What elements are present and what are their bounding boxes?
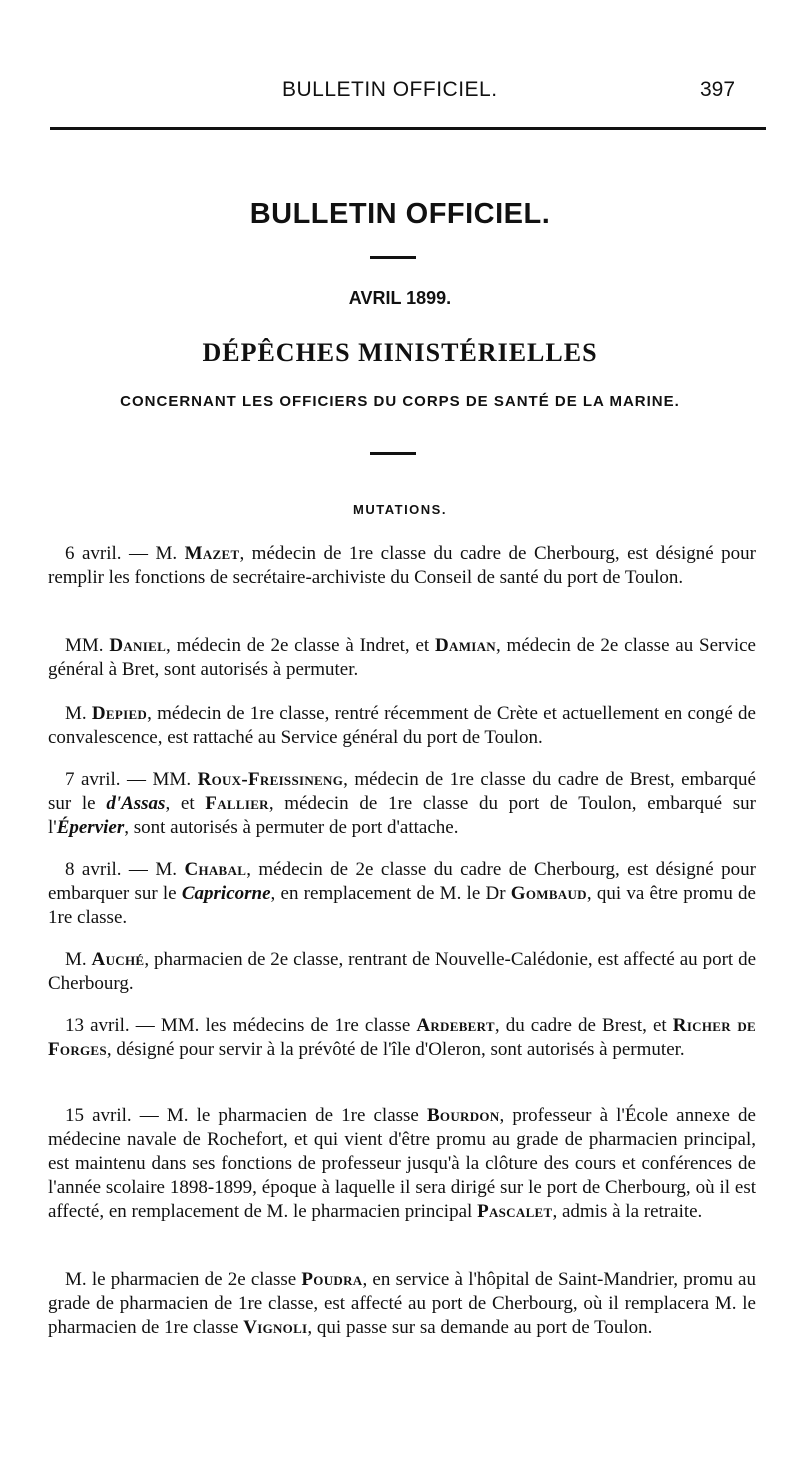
section-divider (370, 452, 416, 455)
section-subtitle: CONCERNANT LES OFFICIERS DU CORPS DE SANTÉ DE LA MARINE. (120, 393, 680, 410)
paragraph-text: , qui va être promu de 1re classe. (48, 883, 756, 928)
paragraph-text: , médecin de 2e classe à Indret, et (166, 635, 435, 656)
paragraph-text: 8 avril. — M. (65, 859, 185, 880)
person-name: Fallier (205, 793, 269, 814)
paragraph (48, 858, 756, 930)
paragraph-text: , en remplacement de M. le Dr (270, 883, 511, 904)
title-divider (370, 256, 416, 259)
paragraph (48, 634, 756, 682)
section-title: DÉPÊCHES MINISTÉRIELLES (202, 338, 598, 367)
person-name: Pascalet (477, 1201, 553, 1222)
ship-name: d'Assas (106, 793, 166, 814)
person-name: Bourdon (426, 1105, 500, 1126)
paragraph-text: , admis à la retraite. (552, 1201, 703, 1222)
paragraph-text: , professeur à l'École annexe de médecine navale de Rochefort, et qui vient d'être promu au grade de pharmacien principal, est maintenu dans ses fonctions de professeur jusqu'à la clôture des cours et conférences de l'année scolaire 1898-1899, époque à laquelle il sera dirigé sur le port de Cherbourg, où il est affecté, en remplacement de M. le pharmacien principal (48, 1105, 756, 1222)
person-name: Depied (91, 703, 148, 724)
paragraph-text: , en service à l'hôpital de Saint-Mandrier, promu au grade de pharmacien de 1re classe, est affecté au port de Cherbourg, où il remplacera M. le pharmacien de 1re classe (48, 1269, 756, 1338)
paragraph-text: , médecin de 1re classe, rentré récemment de Crète et actuellement en congé de convalescence, est rattaché au Service général du port de Toulon. (48, 703, 756, 748)
paragraph-text: , sont autorisés à permuter de port d'attache. (124, 817, 459, 838)
paragraph (48, 1014, 756, 1062)
paragraph (48, 702, 756, 750)
sub-heading: MUTATIONS. (353, 502, 447, 517)
person-name: Auché (91, 949, 145, 970)
paragraph-text: 15 avril. — M. le pharmacien de 1re classe (65, 1105, 427, 1126)
paragraph-text: , désigné pour servir à la prévôté de l'île d'Oleron, sont autorisés à permuter. (106, 1039, 685, 1060)
person-name: Mazet (184, 543, 240, 564)
paragraph-text: , médecin de 1re classe du cadre de Cherbourg, est désigné pour remplir les fonctions de secrétaire-archiviste du Conseil de santé du port de Toulon. (48, 543, 756, 588)
paragraph-text: , et (165, 793, 206, 814)
paragraph (48, 948, 756, 996)
ship-name: Épervier (56, 817, 125, 838)
person-name: Ardebert (416, 1015, 495, 1036)
person-name: Chabal (184, 859, 247, 880)
person-name: Vignoli (243, 1317, 308, 1338)
ship-name: Capricorne (181, 883, 271, 904)
paragraph (48, 768, 756, 840)
paragraph-text: M. le pharmacien de 2e classe (65, 1269, 302, 1290)
paragraph-text: , pharmacien de 2e classe, rentrant de Nouvelle-Calédonie, est affecté au port de Cherbourg. (48, 949, 756, 994)
paragraph (48, 1104, 756, 1224)
paragraph-text: , médecin de 1re classe du port de Toulon, embarqué sur l' (48, 793, 757, 838)
paragraph (48, 542, 756, 590)
paragraph-text: , médecin de 2e classe du cadre de Cherbourg, est désigné pour embarquer sur le (48, 859, 756, 904)
paragraph-text: , qui passe sur sa demande au port de Toulon. (307, 1317, 653, 1338)
running-head (0, 74, 800, 114)
paragraph-text: MM. (65, 635, 110, 656)
paragraph-text: , du cadre de Brest, et (494, 1015, 673, 1036)
date-heading: AVRIL 1899. (348, 288, 452, 308)
person-name: Roux-Freissineng (197, 769, 344, 790)
paragraph-text: M. (65, 949, 92, 970)
page-number: 397 (700, 78, 736, 101)
paragraph-text: , médecin de 1re classe du cadre de Brest, embarqué sur le (48, 769, 756, 814)
person-name: Gombaud (510, 883, 587, 904)
paragraph-text: 13 avril. — MM. les médecins de 1re classe (65, 1015, 417, 1036)
person-name: Daniel (109, 635, 167, 656)
paragraph-text: M. (65, 703, 92, 724)
header-rule (50, 127, 766, 130)
paragraph-text: , médecin de 2e classe au Service général à Bret, sont autorisés à permuter. (48, 635, 756, 680)
page-title: BULLETIN OFFICIEL. (249, 198, 551, 230)
paragraph-text: 7 avril. — MM. (65, 769, 198, 790)
person-name: Richer de Forges (48, 1015, 756, 1060)
paragraph (48, 1268, 756, 1340)
running-title: BULLETIN OFFICIEL. (282, 78, 498, 101)
person-name: Damian (434, 635, 496, 656)
person-name: Poudra (301, 1269, 363, 1290)
paragraph-text: 6 avril. — M. (65, 543, 185, 564)
